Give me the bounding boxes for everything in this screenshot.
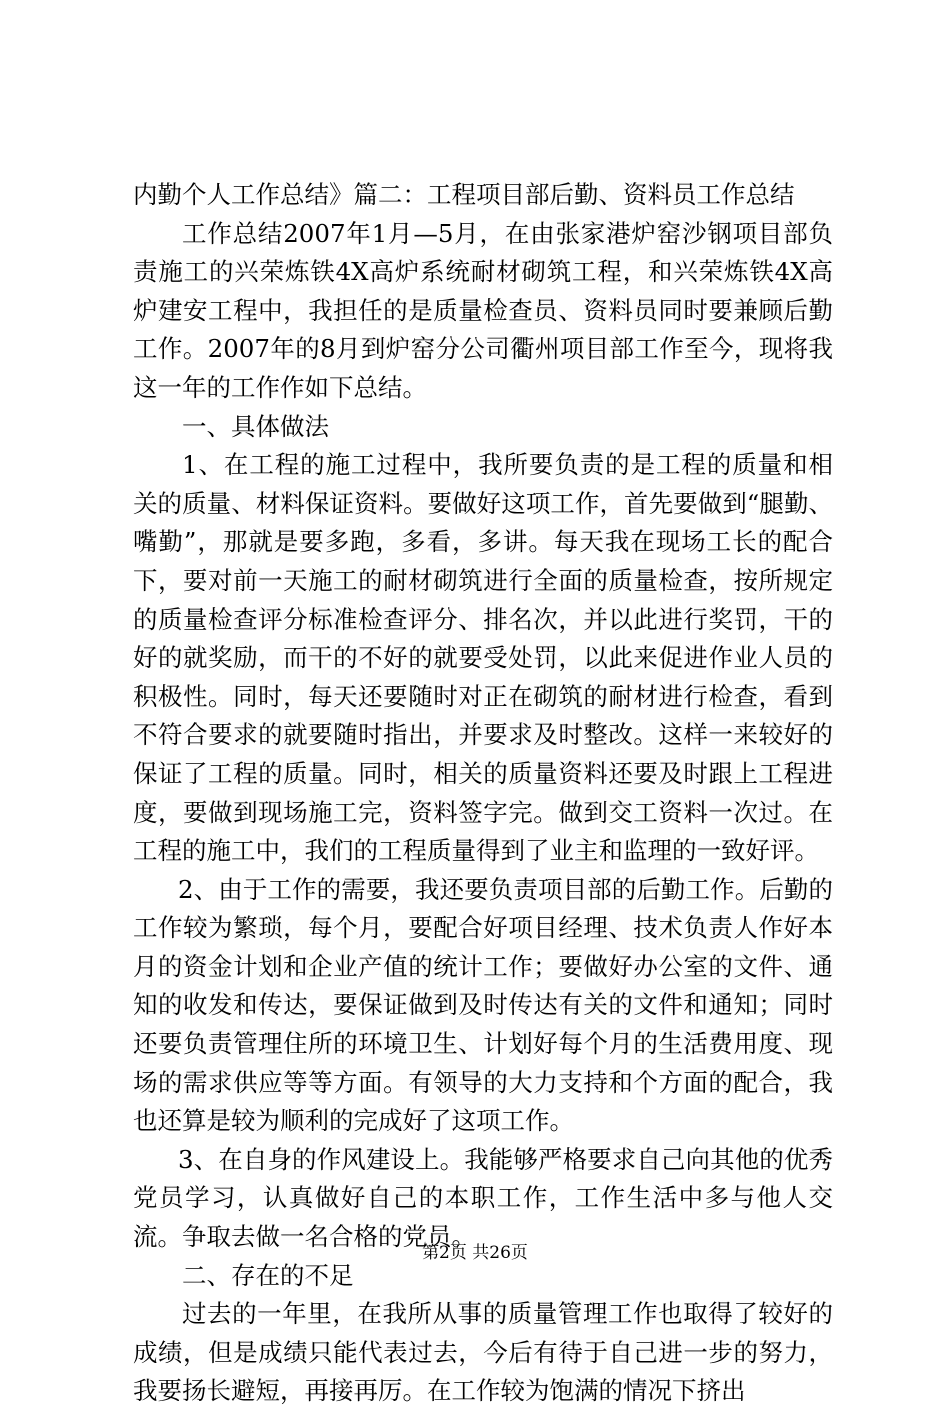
paragraph-item-1: 1、在工程的施工过程中，我所要负责的是工程的质量和相关的质量、材料保证资料。要做好这项工作，首先要做到“腿勤、嘴勤”，那就是要多跑，多看，多讲。每天我在现场工长的配合下，要对前一天施工的耐材砌筑进行全面的质量检查，按所规定的质量检查评分标准检查评分、排名次，并以此进行奖罚，干的好的就奖励，而干的不好的就要受处罚，以此来促进作业人员的积极性。同时，每天还要随时对正在砌筑的耐材进行检查，看到不符合要求的就要随时指出，并要求及时整改。这样一来较好的保证了工程的质量。同时，相关的质量资料还要及时跟上工程进度，要做到现场施工完，资料签字完。做到交工资料一次过。在工程的施工中，我们的工程质量得到了业主和监理的一致好评。 bbox=[133, 450, 833, 866]
page-number-footer: 第2页 共26页 bbox=[422, 1243, 528, 1263]
section-heading-shortcomings: 二、存在的不足 bbox=[182, 1260, 354, 1290]
closing-paragraph: 过去的一年里，在我所从事的质量管理工作也取得了较好的成绩，但是成绩只能代表过去，今后有待于自己进一步的努力，我要扬长避短，再接再厉。在工作较为饱满的情况下挤出 bbox=[133, 1299, 833, 1406]
paragraph-item-3: 3、在自身的作风建设上。我能够严格要求自己向其他的优秀党员学习，认真做好自己的本职工作，工作生活中多与他人交流。争取去做一名合格的党员。 bbox=[133, 1144, 833, 1252]
paragraph-item-2: 2、由于工作的需要，我还要负责项目部的后勤工作。后勤的工作较为繁琐，每个月，要配合好项目经理、技术负责人作好本月的资金计划和企业产值的统计工作；要做好办公室的文件、通知的收发和传达，要保证做到及时传达有关的文件和通知；同时还要负责管理住所的环境卫生、计划好每个月的生活费用度、现场的需求供应等等方面。有领导的大力支持和个方面的配合，我也还算是较为顺利的完成好了这项工作。 bbox=[133, 874, 833, 1136]
document-title-line: 内勤个人工作总结》篇二：工程项目部后勤、资料员工作总结 bbox=[133, 180, 795, 209]
section-heading-methods: 一、具体做法 bbox=[182, 411, 329, 441]
document-body bbox=[133, 176, 833, 1411]
intro-paragraph: 工作总结2007年1月—5月，在由张家港炉窑沙钢项目部负责施工的兴荣炼铁4X高炉系统耐材砌筑工程，和兴荣炼铁4X高炉建安工程中，我担任的是质量检查员、资料员同时要兼顾后勤工作。2007年的8月到炉窑分公司衢州项目部工作至今，现将我这一年的工作作如下总结。 bbox=[133, 218, 833, 402]
